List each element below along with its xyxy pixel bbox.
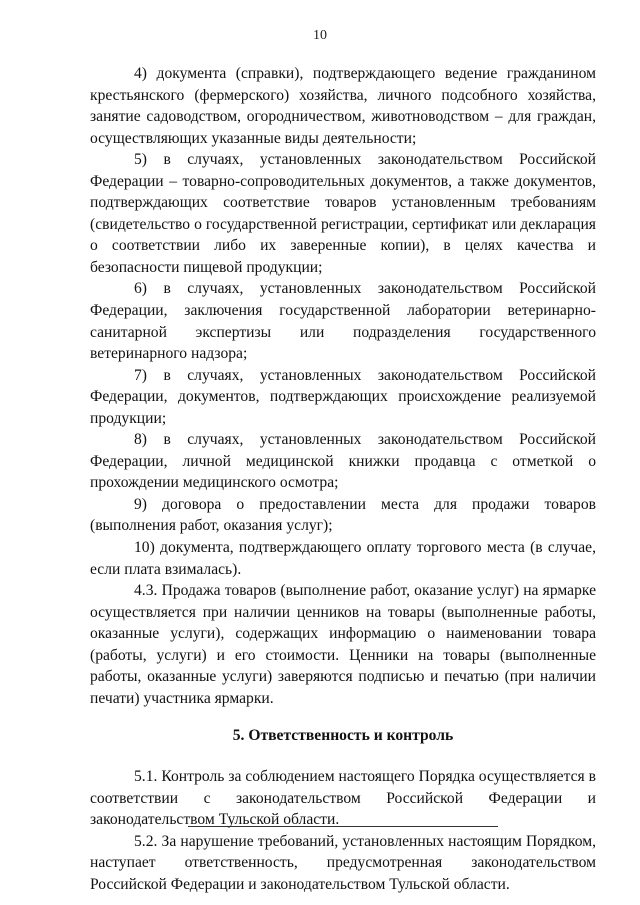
clause-4-3: 4.3. Продажа товаров (выполнение работ, оказание услуг) на ярмарке осуществляется при наличии ценников на товары (выполненные работы, оказанные услуги), содержащих информацию о наименовании товара (работы, услуги) и его стоимости. Ценники на товары (выполненные работы, оказанные услуги) заверяются подписью и печатью (при наличии печати) участника ярмарки.	[90, 582, 596, 707]
end-divider	[188, 826, 498, 827]
list-item-9: 9) договора о предоставлении места для продажи товаров (выполнения работ, оказания услуг);	[90, 495, 596, 535]
clause-5-1: 5.1. Контроль за соблюдением настоящего Порядка осуществляется в соответствии с законодательством Российской Федерации и законодательством Тульской области.	[90, 767, 596, 829]
list-item-10: 10) документа, подтверждающего оплату торгового места (в случае, если плата взималась).	[90, 539, 596, 578]
list-item-7: 7) в случаях, установленных законодательством Российской Федерации, документов, подтверждающих происхождение реализуемой продукции;	[90, 366, 596, 427]
list-item-8: 8) в случаях, установленных законодательством Российской Федерации, личной медицинской книжки продавца с отметкой о прохождении медицинского осмотра;	[90, 431, 596, 492]
page-number: 10	[313, 28, 327, 43]
list-item-5: 5) в случаях, установленных законодательством Российской Федерации – товарно-сопроводительных документов, а также документов, подтверждающих соответствие товаров установленным требованиям (свидетельство о государственной регистрации, сертификат или декларация о соответствии либо их заверенные копии), в целях качества и безопасности пищевой продукции;	[90, 151, 596, 276]
clause-5-2: 5.2. За нарушение требований, установленных настоящим Порядком, наступает ответственность, предусмотренная законодательством Российской Федерации и законодательством Тульской области.	[90, 832, 596, 893]
section-heading: 5. Ответственность и контроль	[232, 727, 454, 745]
list-item-6: 6) в случаях, установленных законодательством Российской Федерации, заключения государственной лаборатории ветеринарно-санитарной экспертизы или подразделения государственного ветеринарного надзора;	[90, 280, 596, 363]
list-item-4: 4) документа (справки), подтверждающего ведение гражданином крестьянского (фермерского) хозяйства, личного подсобного хозяйства, занятие садоводством, огородничеством, животноводством – для граждан, осуществляющих указанные виды деятельности;	[90, 65, 596, 147]
document-body	[90, 63, 596, 895]
